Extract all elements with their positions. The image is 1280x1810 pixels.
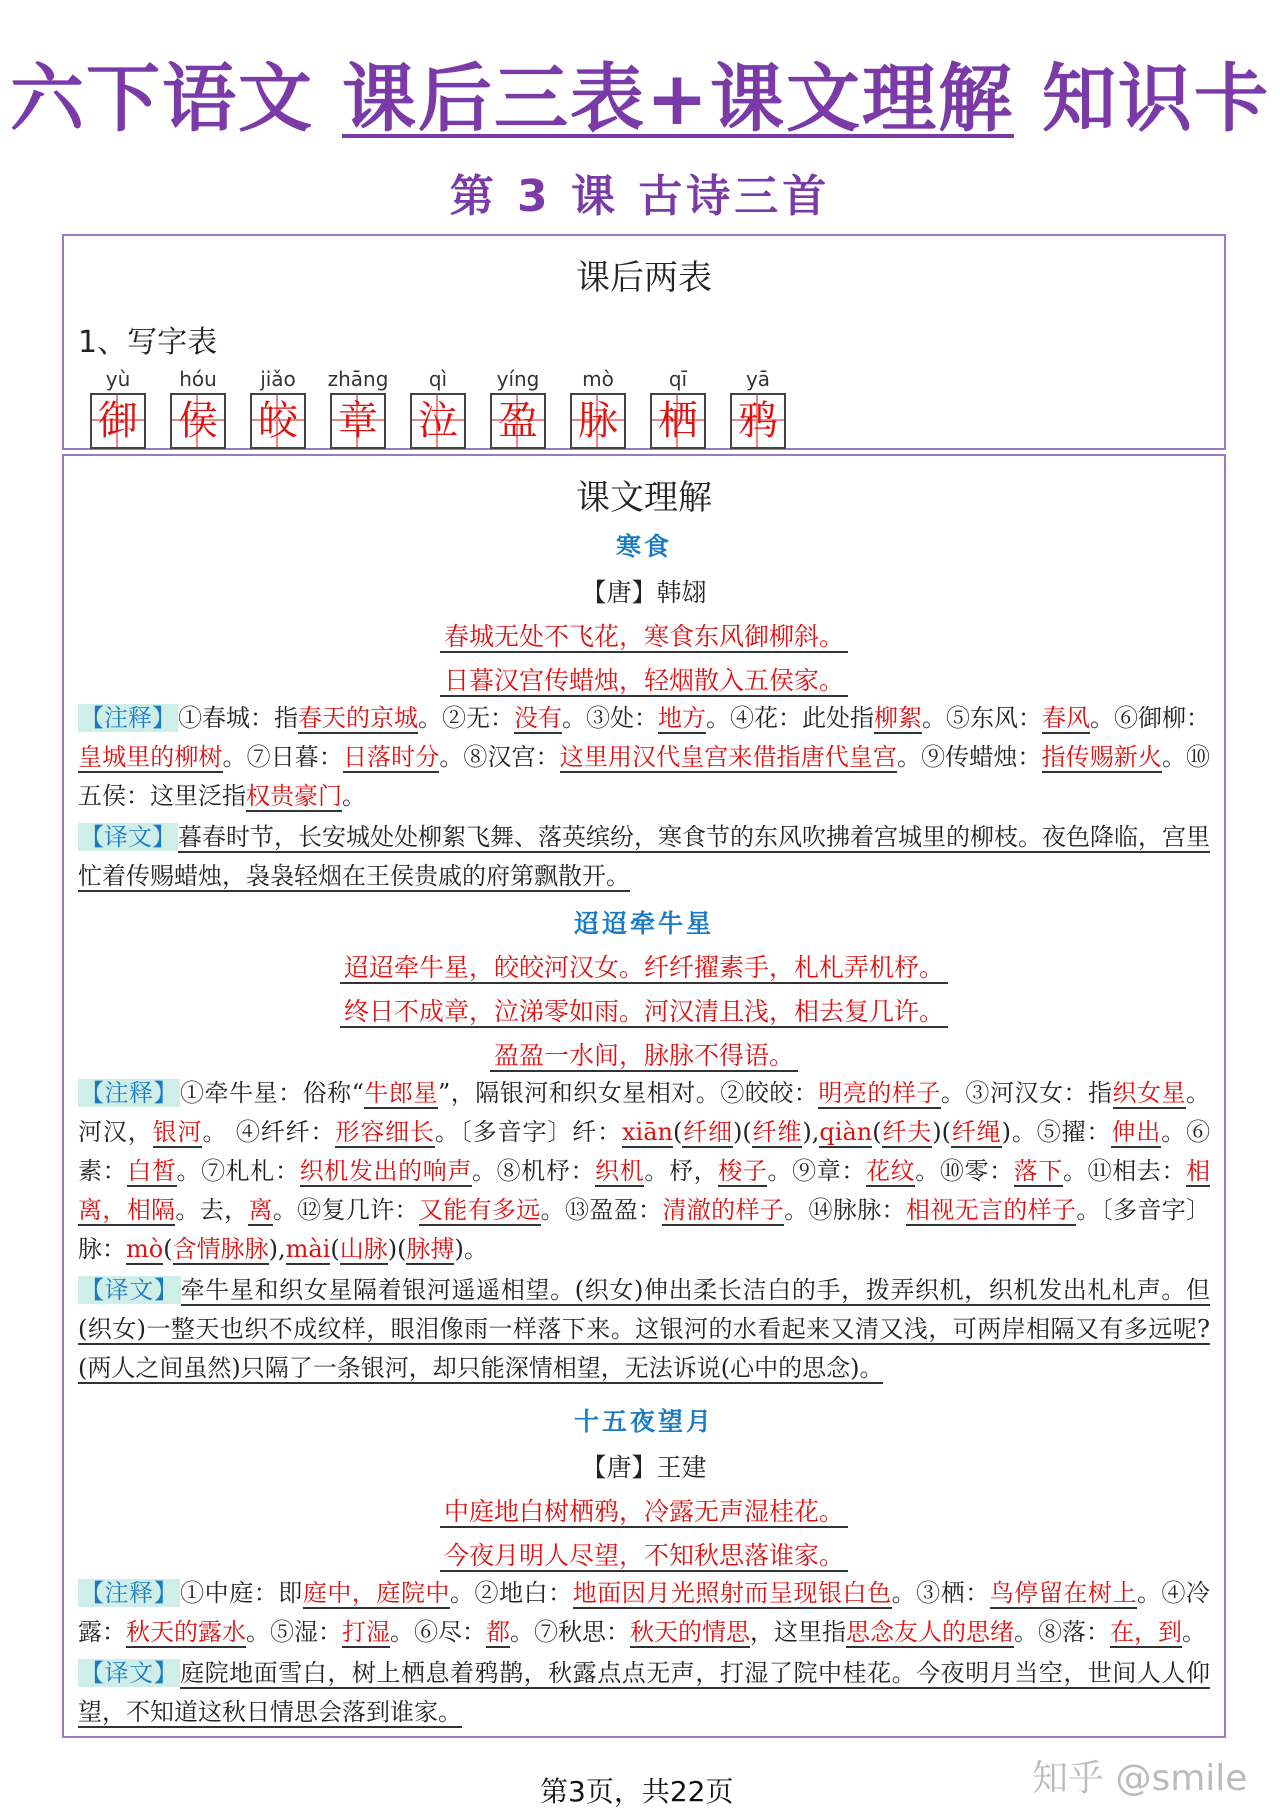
note-text: 。河汉， <box>78 1079 1211 1146</box>
character-cell <box>718 367 798 449</box>
answer-text: 伸出 <box>1111 1118 1162 1146</box>
answer-text: 打湿 <box>342 1618 390 1646</box>
note-text: )( <box>733 1118 752 1146</box>
note-text: 。③河汉女：指 <box>940 1079 1113 1107</box>
note-text: ), <box>268 1235 286 1263</box>
note-text: 。⑦札札： <box>176 1157 300 1185</box>
poem-title: 十五夜望月 <box>573 1407 714 1436</box>
note-text: 。⑥尽： <box>390 1618 486 1646</box>
note-text: 。⑦日暮： <box>222 743 343 771</box>
notes-paragraph <box>78 1574 1210 1652</box>
note-text: )。 <box>454 1235 488 1263</box>
tianzige-grid <box>90 393 146 449</box>
answer-text: 都 <box>486 1618 510 1646</box>
note-text: 。③栖： <box>891 1579 990 1607</box>
verse-line: 日暮汉宫传蜡烛，轻烟散入五侯家。 <box>78 661 1210 697</box>
answer-text: 皇城里的柳树 <box>78 743 223 771</box>
notes-paragraph <box>78 699 1210 816</box>
character-grid-row <box>78 367 1224 449</box>
character: 御 <box>98 398 138 444</box>
character: 泣 <box>418 398 458 444</box>
answer-text: 春天的京城 <box>298 704 418 732</box>
answer-text: 织机发出的响声 <box>299 1157 472 1185</box>
character-cell <box>158 367 238 449</box>
note-text: ( <box>330 1235 340 1263</box>
understanding-content <box>64 527 1224 1732</box>
character-cell <box>318 367 398 449</box>
note-text: 。〔多音字〕纤： <box>434 1118 622 1146</box>
answer-text: 清澈的样子 <box>662 1196 785 1224</box>
character-cell <box>398 367 478 449</box>
poem-title: 迢迢牵牛星 <box>573 909 714 938</box>
answer-text: 纤绳 <box>950 1118 1002 1146</box>
pinyin: qì <box>428 367 448 391</box>
note-text: 。⑤东风： <box>922 704 1042 732</box>
page-title <box>0 40 1280 146</box>
note-text: )( <box>387 1235 407 1263</box>
verse-line: 迢迢牵牛星，皎皎河汉女。纤纤擢素手，札札弄机杼。 <box>78 948 1210 984</box>
title-card: 知识卡 <box>1042 56 1270 142</box>
character-cell <box>638 367 718 449</box>
tianzige-grid <box>250 393 306 449</box>
answer-text: 又能有多远 <box>418 1196 541 1224</box>
answer-text: 落下 <box>1013 1157 1063 1185</box>
note-text: 。去， <box>175 1196 249 1224</box>
answer-text: mò <box>126 1235 164 1263</box>
pinyin: zhāng <box>327 367 389 391</box>
pinyin: jiǎo <box>260 367 296 391</box>
character: 脉 <box>578 398 618 444</box>
note-text: 。 <box>342 782 366 810</box>
answer-text: 春风 <box>1042 704 1090 732</box>
tianzige-grid <box>570 393 626 449</box>
answer-text: 形容细长 <box>335 1118 435 1146</box>
pinyin: hóu <box>179 367 217 391</box>
note-text: 。⑦秋思： <box>510 1618 630 1646</box>
answer-text: qiàn <box>819 1118 873 1146</box>
translation-tag: 【译文】 <box>80 1659 179 1687</box>
translation-tag: 【译文】 <box>80 823 176 851</box>
note-text: ( <box>872 1118 882 1146</box>
notes-tag: 【注释】 <box>80 1079 179 1107</box>
answer-text: 银河 <box>152 1118 203 1146</box>
verse-line: 春城无处不飞花，寒食东风御柳斜。 <box>78 617 1210 653</box>
note-text: 。⑥御柳： <box>1090 704 1210 732</box>
answer-text: 白皙 <box>127 1157 177 1185</box>
lesson-subtitle: 第 3 课 古诗三首 <box>449 171 831 222</box>
answer-text: xiān <box>622 1118 673 1146</box>
tianzige-grid <box>490 393 546 449</box>
note-text: 。⑩零： <box>915 1157 1014 1185</box>
writing-table-label: 1、写字表 <box>78 325 218 360</box>
answer-text: 这里用汉代皇宫来借指唐代皇宫 <box>559 743 897 771</box>
answer-text: 相视无言的样子 <box>905 1196 1077 1224</box>
note-text: 。⑭脉脉： <box>784 1196 906 1224</box>
understanding-title: 课文理解 <box>576 478 712 518</box>
note-text: ( <box>163 1235 173 1263</box>
answer-text: 思念友人的思绪 <box>846 1618 1014 1646</box>
answer-text: 鸟停留在树上 <box>989 1579 1137 1607</box>
pinyin: qī <box>668 367 688 391</box>
answer-text: 纤细 <box>682 1118 734 1146</box>
answer-text: 牛郎星 <box>363 1079 438 1107</box>
pinyin: yíng <box>496 367 540 391</box>
title-topic: 课后三表+课文理解 <box>341 56 1014 142</box>
notes-paragraph <box>78 1074 1210 1269</box>
note-text: 。 <box>1182 1618 1206 1646</box>
note-text: 。⑨传蜡烛： <box>896 743 1042 771</box>
verse-line: 中庭地白树栖鸦，冷露无声湿桂花。 <box>78 1492 1210 1528</box>
note-text: ，这里指 <box>750 1618 846 1646</box>
answer-text: 织机 <box>595 1157 645 1185</box>
answer-text: 在，到 <box>1110 1618 1182 1646</box>
note-text: ( <box>672 1118 683 1146</box>
answer-text: mài <box>285 1235 331 1263</box>
answer-text: 柳絮 <box>874 704 922 732</box>
poem-author: 【唐】王建 <box>581 1453 707 1482</box>
translation-tag: 【译文】 <box>80 1276 179 1304</box>
tianzige-grid <box>650 393 706 449</box>
character: 章 <box>338 398 378 444</box>
note-text: 。〔多音字〕脉： <box>78 1196 1211 1263</box>
character-cell <box>238 367 318 449</box>
translation-paragraph: 【译文】庭院地面雪白，树上栖息着鸦鹊，秋露点点无声，打湿了院中桂花。今夜明月当空，世间人人仰望，不知道这秋日情思会落到谁家。 <box>78 1659 1211 1726</box>
character: 栖 <box>658 398 698 444</box>
page-number: 第3页，共22页 <box>540 1775 734 1808</box>
note-text: 。②无： <box>418 704 514 732</box>
notes-tag: 【注释】 <box>80 704 176 732</box>
answer-text: 秋天的情思 <box>630 1618 750 1646</box>
watermark: 知乎 @smile <box>1032 1758 1248 1799</box>
answer-text: 离 <box>248 1196 273 1224</box>
note-text: 。⑧落： <box>1014 1618 1110 1646</box>
translation-paragraph: 【译文】牵牛星和织女星隔着银河遥遥相望。(织女)伸出柔长洁白的手，拨弄织机，织机发出札札声。但(织女)一整天也织不成纹样，眼泪像雨一样落下来。这银河的水看起来又清又浅，可两岸相隔又有多远呢?(两人之间虽然)只隔了一条银河，却只能深情相望，无法诉说(心中的思念)。 <box>78 1276 1210 1382</box>
note-text: 。③处： <box>562 704 658 732</box>
note-text: 。④花：此处指 <box>706 704 874 732</box>
verse-line: 今夜月明人尽望，不知秋思落谁家。 <box>78 1536 1210 1572</box>
verse-line: 终日不成章，泣涕零如雨。河汉清且浅，相去复几许。 <box>78 992 1210 1028</box>
answer-text: 含情脉脉 <box>172 1235 269 1263</box>
note-text: )( <box>932 1118 951 1146</box>
character: 盈 <box>498 398 538 444</box>
translation-paragraph: 【译文】暮春时节，长安城处处柳絮飞舞、落英缤纷，寒食节的东风吹拂着宫城里的柳枝。夜色降临，宫里忙着传赐蜡烛，袅袅轻烟在王侯贵戚的府第飘散开。 <box>78 823 1210 890</box>
note-text: 。⑫复几许： <box>272 1196 419 1224</box>
character-cell <box>78 367 158 449</box>
character: 鸦 <box>738 398 778 444</box>
answer-text: 明亮的样子 <box>818 1079 941 1107</box>
answer-text: 花纹 <box>865 1157 916 1185</box>
note-text: 。⑥素： <box>78 1118 1211 1185</box>
answer-text: 织女星 <box>1112 1079 1187 1107</box>
answer-text: 纤夫 <box>881 1118 933 1146</box>
note-text: ”，隔银河和织女星相对。②皎皎： <box>437 1079 819 1107</box>
text-understanding-box <box>62 454 1226 1738</box>
note-text: 。⑤湿： <box>246 1618 342 1646</box>
answer-text: 梭子 <box>718 1157 768 1185</box>
tianzige-grid <box>410 393 466 449</box>
tianzige-grid <box>170 393 226 449</box>
pinyin: mò <box>582 367 614 391</box>
note-text: 。 ④纤纤： <box>202 1118 336 1146</box>
note-text: 。⑩五侯：这里泛指 <box>78 743 1211 810</box>
pinyin: yù <box>105 367 131 391</box>
character-cell <box>478 367 558 449</box>
writing-table-box <box>62 234 1226 450</box>
character-cell <box>558 367 638 449</box>
tianzige-grid <box>730 393 786 449</box>
note-text: 。⑧汉宫： <box>439 743 560 771</box>
answer-text: 地方 <box>658 704 706 732</box>
note-text: )。⑤擢： <box>1001 1118 1112 1146</box>
answer-text: 纤维 <box>751 1118 803 1146</box>
character: 侯 <box>178 398 218 444</box>
answer-text: 地面因月光照射而呈现银白色 <box>572 1579 892 1607</box>
writing-table-title: 课后两表 <box>576 258 712 298</box>
title-grade: 六下语文 <box>9 56 314 142</box>
note-text: ①春城：指 <box>178 704 298 732</box>
note-text: ①牵牛星：俗称“ <box>180 1079 364 1107</box>
answer-text: 相离，相隔 <box>78 1157 1211 1224</box>
verse-line: 盈盈一水间，脉脉不得语。 <box>78 1036 1210 1072</box>
note-text: 。②地白： <box>450 1579 573 1607</box>
poem-title: 寒食 <box>615 532 672 561</box>
notes-tag: 【注释】 <box>80 1579 179 1607</box>
note-text: 。杼， <box>644 1157 719 1185</box>
tianzige-grid <box>330 393 386 449</box>
answer-text: 权贵豪门 <box>246 782 342 810</box>
note-text: 。⑬盈盈： <box>540 1196 663 1224</box>
poem-author: 【唐】韩翃 <box>581 578 707 607</box>
character: 皎 <box>258 398 298 444</box>
note-text: ①中庭：即 <box>180 1579 303 1607</box>
note-text: 。④冷露： <box>78 1579 1211 1646</box>
answer-text: 没有 <box>514 704 562 732</box>
answer-text: 秋天的露水 <box>126 1618 246 1646</box>
note-text: ), <box>802 1118 820 1146</box>
note-text: 。⑨章： <box>767 1157 866 1185</box>
note-text: 。⑪相去： <box>1062 1157 1187 1185</box>
answer-text: 山脉 <box>339 1235 388 1263</box>
answer-text: 指传赐新火 <box>1041 743 1162 771</box>
answer-text: 脉搏 <box>406 1235 455 1263</box>
answer-text: 庭中，庭院中 <box>302 1579 451 1607</box>
pinyin: yā <box>745 367 771 391</box>
answer-text: 日落时分 <box>342 743 440 771</box>
note-text: 。⑧机杼： <box>471 1157 596 1185</box>
